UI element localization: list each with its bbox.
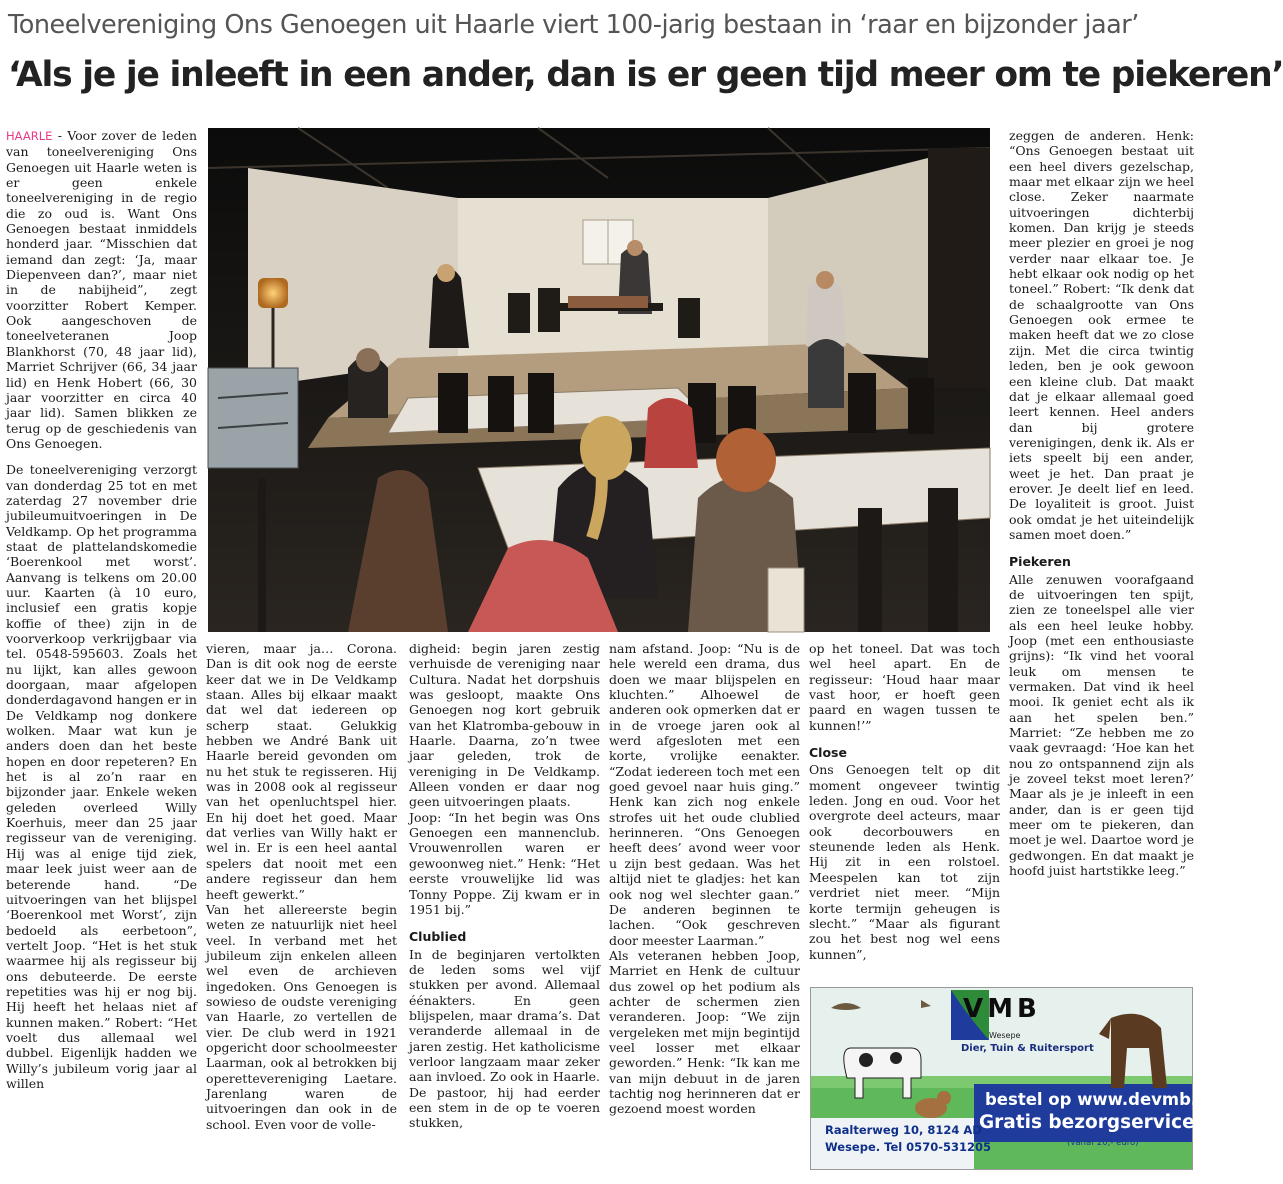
ad-place-small: Wesepe (989, 1031, 1021, 1040)
paragraph-text: Voor zover de leden van toneelvereniging Ons Genoegen uit Haarle weten is er geen enkele toneelvereniging in de regio die zo oud is. Want Ons Genoegen bestaat inmiddels honderd jaar. “Misschien dat iemand dan zegt: ‘Ja, maar Diepenveen dan?’, maar niet in de nabijheid”, zegt voorzitter Robert Kemper. Ook aangeschoven de toneelveteranen Joop Blankhorst (70, 48 jaar lid), Marriet Schrijver (66, 34 jaar lid) en Henk Hobert (66, 30 jaar voorzitter en circa 40 jaar lid). Samen blikken ze terug op de geschiedenis van Ons Genoegen. (6, 128, 197, 451)
article-column-1 (6, 128, 197, 1180)
paragraph: digheid: begin jaren zestig verhuisde de vereniging naar Cultura. Nadat het dorpshuis was gesloopt, maakte Ons Genoegen nog kort gebruik van het Klatromba-gebouw in Haarle. Daarna, zo’n twee jaar geleden, trok de vereniging in De Veldkamp. Alleen vonden er daar nog geen uitvoeringen plaats. (409, 641, 600, 810)
ad-min-order: (vanaf 20,- euro) (1067, 1138, 1139, 1148)
article-photo (208, 128, 990, 632)
advertisement-vmb[interactable] (810, 987, 1215, 1170)
subhead-piekeren: Piekeren (1009, 554, 1071, 570)
paragraph: vieren, maar ja… Corona. Dan is dit ook nog de eerste keer dat we in De Veldkamp staan. Alles bij elkaar maakt dat wel dat iedereen op scherp staat. Gelukkig hebben we André Bank uit Haarle bereid gevonden om nu het stuk te regisseren. Hij was in 2008 ook al regisseur van het openluchtspel hier. En hij doet het goed. Maar dat verlies van Willy hakt er wel in. Er is een heel aantal spelers dat nooit met een andere regisseur dan hem heeft gewerkt.” (206, 641, 397, 902)
paragraph (6, 128, 197, 451)
kicker: Toneelvereniging Ons Genoegen uit Haarle viert 100-jarig bestaan in ‘raar en bijzonder jaar’ (8, 10, 1139, 40)
paragraph: Joop: “In het begin was Ons Genoegen een mannenclub. Vrouwenrollen waren er gewoonweg niet.” Henk: “Het eerste vrouwelijke lid was Tonny Poppe. Zij kwam er in 1951 bij.” (409, 809, 600, 917)
logo-letter-v: V (963, 994, 988, 1024)
ad-address (825, 1122, 991, 1156)
article-column-4 (609, 641, 800, 1180)
paragraph: nam afstand. Joop: “Nu is de hele wereld een drama, dus doen we maar blijspelen en kluchten.” Alhoewel de anderen ook opmerken dat er in de vroege jaren ook al werd afgesloten met een korte, vrolijke eenakter. “Zodat iedereen toch met een goed gevoel naar huis ging.” Henk kan zich nog enkele strofes uit het oude clublied herinneren. “Ons Genoegen heeft dees’ avond weer voor u zijn best gedaan. Was het altijd niet te gladjes: het kan ook nog wel slechter gaan.” De anderen beginnen te lachen. “Ook geschreven door meester Laarman.” (609, 641, 800, 948)
ad-tagline: Dier, Tuin & Ruitersport (961, 1043, 1094, 1054)
dateline-separator: - (52, 128, 68, 143)
subhead-close: Close (809, 745, 847, 761)
headline: ‘Als je je inleeft in een ander, dan is er geen tijd meer om te piekeren’ (8, 55, 1283, 95)
theatre-rehearsal-photo (208, 128, 990, 632)
paragraph: op het toneel. Dat was toch wel heel apart. En de regisseur: ‘Houd haar maar vast hoor, er hoeft geen paard en wagen tussen te kunnen!’” (809, 641, 1000, 733)
paragraph: Als veteranen hebben Joop, Marriet en Henk de cultuur dus zowel op het podium als achter de schermen zien veranderen. Joop: “We zijn vergeleken met mijn begintijd veel losser met elkaar geworden.” Henk: “Ik kan me van mijn debuut in de jaren tachtig nog herinneren dat er gezoend moest worden (609, 947, 800, 1117)
article-column-5 (809, 641, 1000, 962)
vmb-logo-letters (963, 994, 1041, 1024)
ad-website-link[interactable]: bestel op www.devmb.nl (985, 1090, 1215, 1109)
paragraph: zeggen de anderen. Henk: “Ons Genoegen bestaat uit een heel divers gezelschap, maar met elkaar zijn we heel close. Zeker naarmate uitvoeringen dichterbij komen. Dan krijg je steeds meer plezier en groei je nog verder naar elkaar toe. Je hebt elkaar ook nodig op het toneel.” Robert: “Ik denk dat de schaalgrootte van Ons Genoegen ook ermee te maken heeft dat we zo close zijn. Met die circa twintig leden, ben je ook gewoon een kleine club. Dat maakt dat je elkaar allemaal goed leert kennen. Heel anders dan bij grotere verenigingen, denk ik. Als er iets speelt bij een ander, weet je het. Dan praat je erover. Je deelt lief en leed. De loyaliteit is groot. Juist ook omdat je het uiteindelijk samen moet doen.” (1009, 128, 1194, 542)
logo-letter-b: B (1017, 994, 1041, 1024)
paragraph: De toneelvereniging verzorgt van donderdag 25 tot en met zaterdag 27 november drie jubileumuitvoeringen in De Veldkamp. Op het programma staat de plattelandskomedie ‘Boerenkool met worst’. Aanvang is telkens om 20.00 uur. Kaarten (à 10 euro, inclusief een gratis kopje koffie of thee) zijn in de voorverkoop verkrijgbaar via tel. 0548-595603. Zoals het nu lijkt, kan alles gewoon doorgaan, maar afgelopen donderdagavond hangen er in De Veldkamp nog donkere wolken. Maar wat kun je anders doen dan het beste hopen en door repeteren? En het is al zo’n raar en bijzonder jaar. Enkele weken geleden overleed Willy Koerhuis, meer dan 25 jaar regisseur van de vereniging. Hij was al enige tijd ziek, maar leek juist weer aan de beterende hand. “De uitvoeringen van het blijspel ‘Boerenkool met Worst’, zijn bedoeld als eerbetoon”, vertelt Joop. “Het is het stuk waarmee hij als regisseur bij ons debuteerde. De eerste repetities was hij er nog bij. Hij heeft het helaas niet af kunnen maken.” Robert: “Het voelt dus allemaal wel dubbel. Eigenlijk hadden we Willy’s jubileum vorig jaar al willen (6, 462, 197, 1091)
subhead-clublied: Clublied (409, 929, 467, 945)
logo-letter-m: M (987, 994, 1017, 1024)
paragraph: Ons Genoegen telt op dit moment ongeveer twintig leden. Jong en oud. Voor het overgrote deel acteurs, maar ook decorbouwers en steunende leden als Henk. Hij zit in een rolstoel. Meespelen kan tot zijn verdriet niet meer. “Mijn korte termijn geheugen is slecht.” “Maar als figurant zou het best nog wel eens kunnen”, (809, 762, 1000, 962)
paragraph: Van het allereerste begin weten ze natuurlijk niet heel veel. In verband met het jubileum zijn enkelen alleen wel even de archieven ingedoken. Ons Genoegen is sowieso de oudste vereniging van Haarle, zo vertellen de vier. De club werd in 1921 opgericht door schoolmeester Laarman, ook al betrokken bij operettevereniging Laetare. Jarenlang waren de uitvoeringen dan ook in de school. Even voor de volle- (206, 901, 397, 1132)
ad-free-delivery: Gratis bezorgservice (979, 1112, 1195, 1133)
ad-street: Raalterweg 10, 8124 AD (825, 1123, 982, 1137)
dateline: HAARLE (6, 129, 53, 143)
article-column-2 (206, 641, 397, 1180)
paragraph: Alle zenuwen voorafgaand de uitvoeringen ten spijt, zien ze toneelspel alle vier als een heel leuke hobby. Joop (met een enthousiaste grijns): “Ik vind het vooral leuk om mensen te vermaken. Dat vind ik heel mooi. Ik geniet echt als ik aan het spelen ben.” Marriet: “Ze hebben me zo vaak gevraagd: ‘Hoe kan het nou zo ontspannend zijn als je zoveel tekst moet leren?’ Maar als je je inleeft in een ander, dan is er geen tijd meer om te piekeren, dan moet je wel. Daartoe word je gedwongen. En dat maakt je hoofd juist hartstikke leeg.” (1009, 571, 1194, 879)
ad-phone: Wesepe. Tel 0570-531205 (825, 1140, 991, 1154)
paragraph: In de beginjaren vertolkten de leden soms wel vijf stukken per avond. Allemaal éénakters. En geen blijspelen, maar drama’s. Dat veranderde allemaal in de jaren zestig. Het katholicisme verloor langzaam maar zeker aan invloed. Zo ook in Haarle. De pastoor, hij had eerder een stem in de op te voeren stukken, (409, 946, 600, 1131)
article-column-3 (409, 641, 600, 1180)
